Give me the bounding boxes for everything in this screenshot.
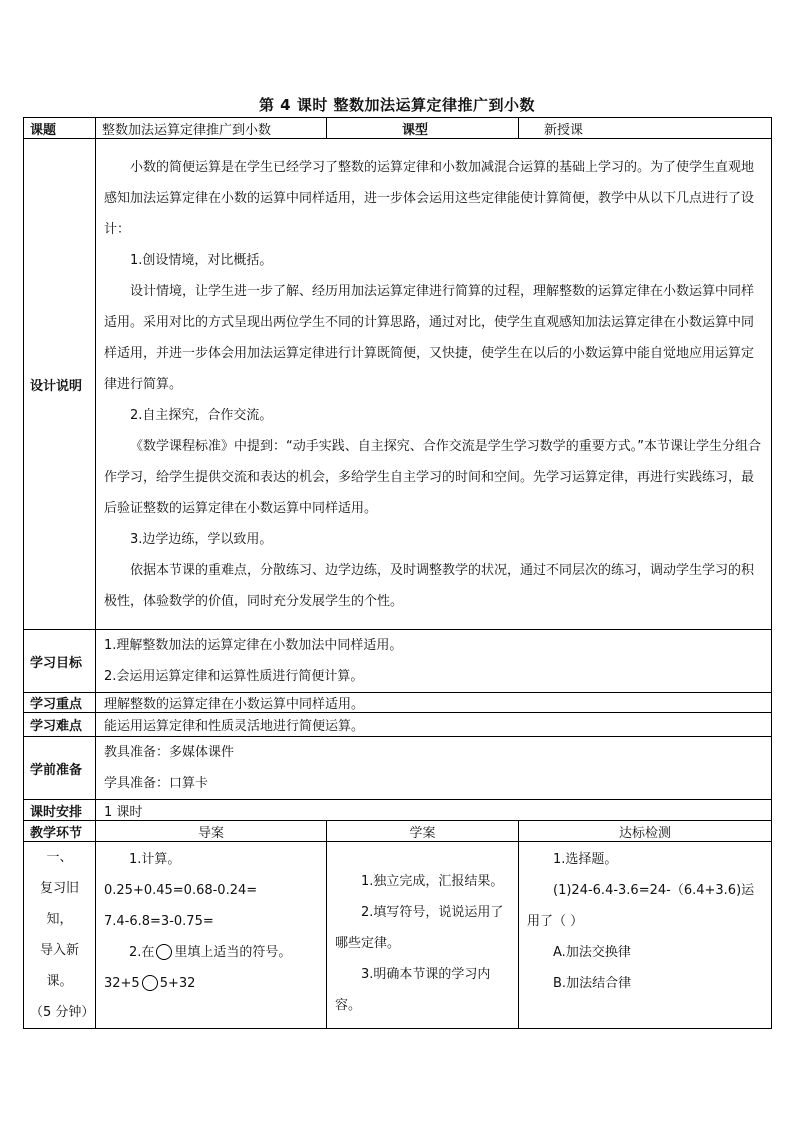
col-daoan: 导案 xyxy=(96,821,327,842)
daoan-q2-part2: 里填上适当的符号。 xyxy=(174,945,292,960)
check-option: B.加法结合律 xyxy=(553,976,632,991)
goal-item: 1.理解整数加法的运算定律在小数加法中同样适用。 xyxy=(104,638,403,653)
design-row xyxy=(24,139,772,630)
prep-item: 教具准备：多媒体课件 xyxy=(104,745,235,760)
xuean-item: 1.独立完成，汇报结果。 xyxy=(361,874,504,889)
circle-blank-icon xyxy=(142,975,158,991)
col-xuean: 学案 xyxy=(327,821,519,842)
goals-label: 学习目标 xyxy=(24,630,96,693)
prep-content xyxy=(96,737,772,800)
daoan-l3-right: 5+32 xyxy=(159,976,196,991)
check-question: 1.选择题。 xyxy=(553,852,618,867)
lesson-plan-table xyxy=(23,117,772,1029)
difficulty-label: 学习难点 xyxy=(24,713,96,737)
design-heading: 3.边学边练，学以致用。 xyxy=(130,531,273,547)
page-title: 第 4 课时 整数加法运算定律推广到小数 xyxy=(258,96,536,114)
keti-label: 课题 xyxy=(24,118,96,139)
daoan-question: 1.计算。 xyxy=(129,852,181,867)
schedule-row xyxy=(24,800,772,821)
key-label: 学习重点 xyxy=(24,693,96,713)
schedule-text: 1 课时 xyxy=(96,800,772,821)
stage-line: 导入新课。 xyxy=(39,943,79,989)
kexing-label: 课型 xyxy=(327,118,519,139)
prep-item: 学具准备：口算卡 xyxy=(104,776,209,791)
goals-row xyxy=(24,630,772,693)
stage1-name xyxy=(24,842,96,1029)
circle-blank-icon xyxy=(156,944,172,960)
design-paragraph: 依据本节课的重难点，分散练习、边学边练，及时调整教学的状况，通过不同层次的练习，调动学生学习的积极性，体验数学的价值，同时充分发展学生的个性。 xyxy=(104,562,755,609)
daoan-equation: 0.25+0.45=0.68-0.24= xyxy=(104,883,258,898)
key-row xyxy=(24,693,772,713)
xuean-item: 3.明确本节课的学习内容。 xyxy=(335,967,491,1013)
columns-header-row xyxy=(24,821,772,842)
daoan-q2-part1: 2.在 xyxy=(129,945,155,960)
prep-row xyxy=(24,737,772,800)
difficulty-row xyxy=(24,713,772,737)
daoan-l3-left: 32+5 xyxy=(104,976,140,991)
design-heading: 1.创设情境，对比概括。 xyxy=(130,252,273,268)
goals-content xyxy=(96,630,772,693)
stage-line: 一、 xyxy=(46,850,73,865)
design-label: 设计说明 xyxy=(24,139,96,630)
col-check: 达标检测 xyxy=(519,821,772,842)
design-heading: 2.自主探究，合作交流。 xyxy=(130,407,273,423)
kexing-value: 新授课 xyxy=(519,118,772,139)
stage1-xuean xyxy=(327,842,519,1029)
xuean-item: 2.填写符号，说说运用了哪些定律。 xyxy=(335,905,504,951)
check-option: A.加法交换律 xyxy=(553,945,631,960)
key-text: 理解整数的运算定律在小数运算中同样适用。 xyxy=(96,693,772,713)
design-paragraph: 《数学课程标准》中提到：“动手实践、自主探究、合作交流是学生学习数学的重要方式。”本节课让学生分组合作学习，给学生提供交流和表达的机会，多给学生自主学习的时间和空间。先学习运算定律，再进行实践练习，最后验证整数的运算定律在小数运算中同样适用。 xyxy=(104,438,761,516)
keti-value: 整数加法运算定律推广到小数 xyxy=(96,118,327,139)
stage1-daoan xyxy=(96,842,327,1029)
goal-item: 2.会运用运算定律和运算性质进行简便计算。 xyxy=(104,669,364,684)
stage1-check xyxy=(519,842,772,1029)
daoan-question xyxy=(104,937,318,968)
header-row xyxy=(24,118,772,139)
check-item: (1)24-6.4-3.6=24-（6.4+3.6)运用了（ ） xyxy=(527,883,755,929)
difficulty-text: 能运用运算定律和性质灵活地进行简便运算。 xyxy=(96,713,772,737)
stage1-row xyxy=(24,842,772,1029)
design-paragraph: 设计情境，让学生进一步了解、经历用加法运算定律进行简算的过程，理解整数的运算定律在小数运算中同样适用。采用对比的方式呈现出两位学生不同的计算思路，通过对比，使学生直观感知加法运算定律在小数运算中同样适用，并进一步体会用加法运算定律进行计算既简便，又快捷，使学生在以后的小数运算中能自觉地应用运算定律进行简算。 xyxy=(104,283,755,392)
stage-line: （5 分钟） xyxy=(30,1005,95,1020)
stage-line: 复习旧知， xyxy=(39,881,79,927)
daoan-equation: 7.4-6.8=3-0.75= xyxy=(104,914,214,929)
design-paragraph: 小数的简便运算是在学生已经学习了整数的运算定律和小数加减混合运算的基础上学习的。为了使学生直观地感知加法运算定律在小数的运算中同样适用，进一步体会运用这些定律能使计算简便，教学中从以下几点进行了设计： xyxy=(104,159,755,237)
col-stage: 教学环节 xyxy=(24,821,96,842)
design-content xyxy=(96,139,772,630)
schedule-label: 课时安排 xyxy=(24,800,96,821)
prep-label: 学前准备 xyxy=(24,737,96,800)
daoan-equation xyxy=(104,968,318,999)
